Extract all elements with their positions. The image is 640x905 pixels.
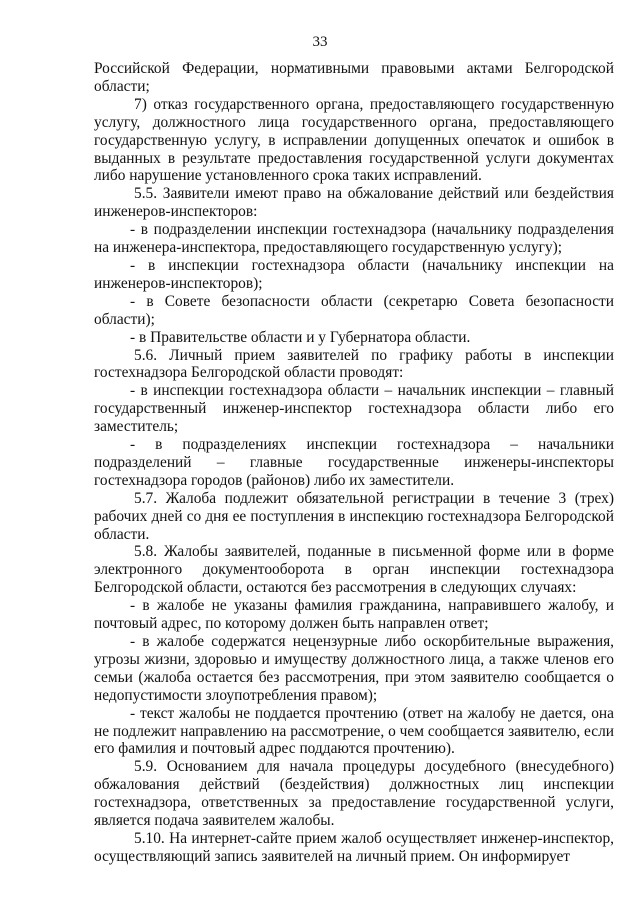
paragraph-continuation: Российской Федерации, нормативными правовыми актами Белгородской области; xyxy=(94,60,614,95)
paragraph-5-5: 5.5. Заявители имеют право на обжалование действий или бездействия инженеров-инспекторов: xyxy=(94,185,614,221)
list-item-offensive: - в жалобе содержатся нецензурные либо оскорбительные выражения, угрозы жизни, здоровью и имуществу должностного лица, а также членов его семьи (жалоба остается без рассмотрения, при этом заявителю сообщается о недопустимости злоупотребления правом); xyxy=(94,633,614,704)
list-item-subdivisions: - в подразделениях инспекции гостехнадзора – начальники подразделений – главные государственные инженеры-инспекторы гостехнадзора городов (районов) либо их заместители. xyxy=(94,436,614,489)
paragraph-item-7: 7) отказ государственного органа, предоставляющего государственную услугу, должностного лица государственного органа, предоставляющего государственную услугу, в исправлении допущенных опечаток и ошибок в выданных в результате предоставления государственной услуги документах либо нарушение установленного срока таких исправлений. xyxy=(94,95,614,185)
list-item-unreadable: - текст жалобы не поддается прочтению (ответ на жалобу не дается, она не подлежит направлению на рассмотрение, о чем сообщается заявителю, если его фамилия и почтовый адрес поддаются прочтению). xyxy=(94,704,614,758)
paragraph-5-10: 5.10. На интернет-сайте прием жалоб осуществляет инженер-инспектор, осуществляющий запись заявителей на личный прием. Он информирует xyxy=(94,829,614,865)
paragraph-5-9: 5.9. Основанием для начала процедуры досудебного (внесудебного) обжалования действий (бездействия) должностных лиц инспекции гостехнадзора, ответственных за предоставление государственной услуги, является подача заявителем жалобы. xyxy=(94,758,614,830)
list-item-inspection: - в инспекции гостехнадзора области (начальнику инспекции на инженеров-инспекторов); xyxy=(94,256,614,292)
list-item-government: - в Правительстве области и у Губернатора области. xyxy=(130,328,471,346)
paragraph-5-7: 5.7. Жалоба подлежит обязательной регистрации в течение 3 (трех) рабочих дней со дня ее поступления в инспекцию гостехнадзора Белгородской области. xyxy=(94,489,614,543)
paragraph-5-8: 5.8. Жалобы заявителей, поданные в письменной форме или в форме электронного документооборота в орган инспекции гостехнадзора Белгородской области, остаются без рассмотрения в следующих случаях: xyxy=(94,543,614,597)
list-item-regional-inspection: - в инспекции гостехнадзора области – начальник инспекции – главный государственный инженер-инспектор гостехнадзора области либо его заместитель; xyxy=(94,382,614,436)
list-item-subdivision: - в подразделении инспекции гостехнадзора (начальнику подразделения на инженера-инспектора, предоставляющего государственную услугу); xyxy=(94,221,614,257)
list-item-no-name: - в жалобе не указаны фамилия гражданина, направившего жалобу, и почтовый адрес, по которому должен быть направлен ответ; xyxy=(94,597,614,633)
paragraph-5-6: 5.6. Личный прием заявителей по графику работы в инспекции гостехнадзора Белгородской области проводят: xyxy=(94,346,614,382)
document-body xyxy=(94,60,614,866)
list-item-security-council: - в Совете безопасности области (секретарю Совета безопасности области); xyxy=(94,292,614,328)
page-number: 33 xyxy=(312,34,328,50)
